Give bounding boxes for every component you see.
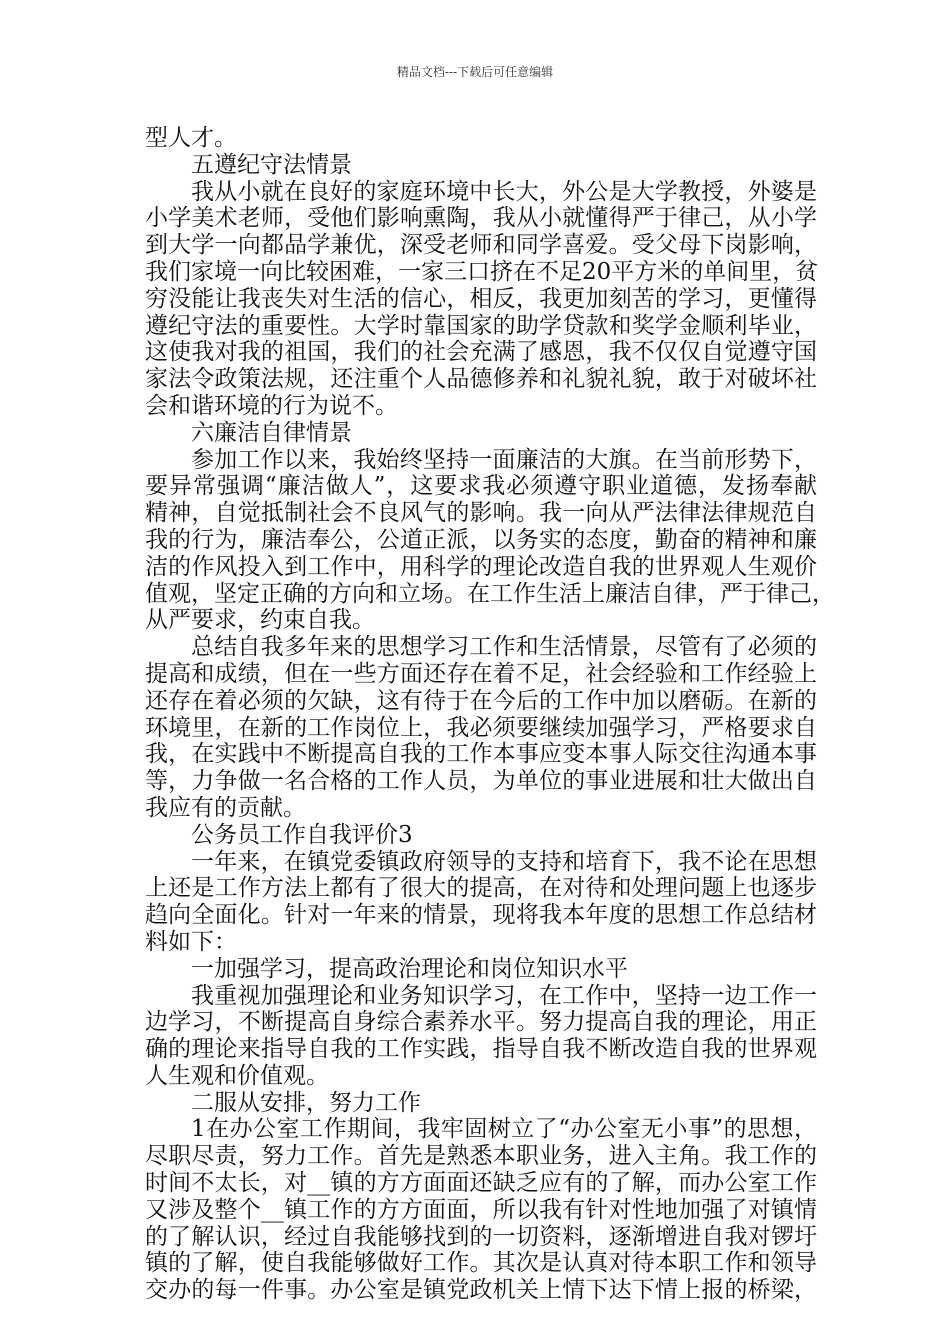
text-line: 会和谐环境的行为说不。 — [145, 392, 398, 419]
text-line: 确的理论来指导自我的工作实践，指导自我不断改造自我的世界观 — [145, 1036, 817, 1063]
text-line: 环境里，在新的工作岗位上，我必须要继续加强学习，严格要求自 — [145, 714, 817, 741]
text-line: 我从小就在良好的家庭环境中长大，外公是大学教授，外婆是 — [191, 178, 817, 205]
text-line: 到大学一向都品学兼优，深受老师和同学喜爱。受父母下岗影响， — [145, 232, 817, 259]
text-line: 尽职尽责，努力工作。首先是熟悉本职业务，进入主角。我工作的 — [145, 1143, 817, 1170]
text-line: 家法令政策法规，还注重个人品德修养和礼貌礼貌，敢于对破坏社 — [145, 366, 817, 393]
text-line: 小学美术老师，受他们影响熏陶，我从小就懂得严于律己，从小学 — [145, 205, 817, 232]
text-line: 趋向全面化。针对一年来的情景，现将我本年度的思想工作总结材 — [145, 902, 817, 929]
text-line: 公务员工作自我评价3 — [191, 821, 413, 848]
text-line: 总结自我多年来的思想学习工作和生活情景，尽管有了必须的 — [191, 634, 817, 661]
text-line: 这使我对我的祖国，我们的社会充满了感恩，我不仅仅自觉遵守国 — [145, 339, 817, 366]
text-line: 时间不太长，对__镇的方方面面还缺乏应有的了解，而办公室工作 — [145, 1170, 817, 1197]
text-line: 边学习，不断提高自身综合素养水平。努力提高自我的理论，用正 — [145, 1009, 817, 1036]
text-line: 提高和成绩，但在一些方面还存在着不足，社会经验和工作经验上 — [145, 660, 817, 687]
text-line: 要异常强调“廉洁做人”，这要求我必须遵守职业道德，发扬奉献 — [145, 473, 817, 500]
text-line: 从严要求，约束自我。 — [145, 607, 375, 634]
text-line: 料如下： — [145, 928, 237, 955]
text-line: 穷没能让我丧失对生活的信心，相反，我更加刻苦的学习，更懂得 — [145, 285, 817, 312]
text-line: 还存在着必须的欠缺，这有待于在今后的工作中加以磨砺。在新的 — [145, 687, 817, 714]
text-line: 型人才。 — [145, 125, 237, 151]
text-line: 二服从安排，努力工作 — [191, 1089, 421, 1116]
text-line: 遵纪守法的重要性。大学时靠国家的助学贷款和奖学金顺利毕业， — [145, 312, 817, 339]
text-line: 上还是工作方法上都有了很大的提高，在对待和处理问题上也逐步 — [145, 875, 817, 902]
text-line: 一年来，在镇党委镇政府领导的支持和培育下，我不论在思想 — [191, 848, 817, 875]
text-line: 值观，坚定正确的方向和立场。在工作生活上廉洁自律，严于律己， — [145, 580, 835, 607]
text-line: 我重视加强理论和业务知识学习，在工作中，坚持一边工作一 — [191, 982, 817, 1009]
text-line: 交办的每一件事。办公室是镇党政机关上情下达下情上报的桥梁， — [145, 1277, 817, 1304]
text-line: 我的行为，廉洁奉公，公道正派，以务实的态度，勤奋的精神和廉 — [145, 526, 817, 553]
text-line: 人生观和价值观。 — [145, 1062, 329, 1089]
text-line: 精神，自觉抵制社会不良风气的影响。我一向从严法律法律规范自 — [145, 500, 817, 527]
text-line: 镇的了解，使自我能够做好工作。其次是认真对待本职工作和领导 — [145, 1250, 817, 1277]
text-line: 洁的作风投入到工作中，用科学的理论改造自我的世界观人生观价 — [145, 553, 817, 580]
text-line: 我应有的贡献。 — [145, 794, 306, 821]
text-line: 一加强学习，提高政治理论和岗位知识水平 — [191, 955, 628, 982]
text-line: 我，在实践中不断提高自我的工作本事应变本事人际交往沟通本事 — [145, 741, 817, 768]
text-line: 我们家境一向比较困难，一家三口挤在不足20平方米的单间里，贫 — [145, 258, 819, 285]
document-body — [145, 125, 835, 1304]
text-line: 等，力争做一名合格的工作人员，为单位的事业进展和壮大做出自 — [145, 768, 817, 795]
page-header: 精品文档---下载后可任意编辑 — [396, 65, 554, 79]
text-line: 1在办公室工作期间，我牢固树立了“办公室无小事”的思想， — [191, 1116, 817, 1143]
text-line: 参加工作以来，我始终坚持一面廉洁的大旗。在当前形势下， — [191, 446, 817, 473]
text-line: 五遵纪守法情景 — [191, 151, 352, 178]
text-line: 六廉洁自律情景 — [191, 419, 352, 446]
text-line: 又涉及整个__镇工作的方方面面，所以我有针对性地加强了对镇情 — [145, 1196, 817, 1223]
text-line: 的了解认识，经过自我能够找到的一切资料，逐渐增进自我对锣圩 — [145, 1223, 817, 1250]
